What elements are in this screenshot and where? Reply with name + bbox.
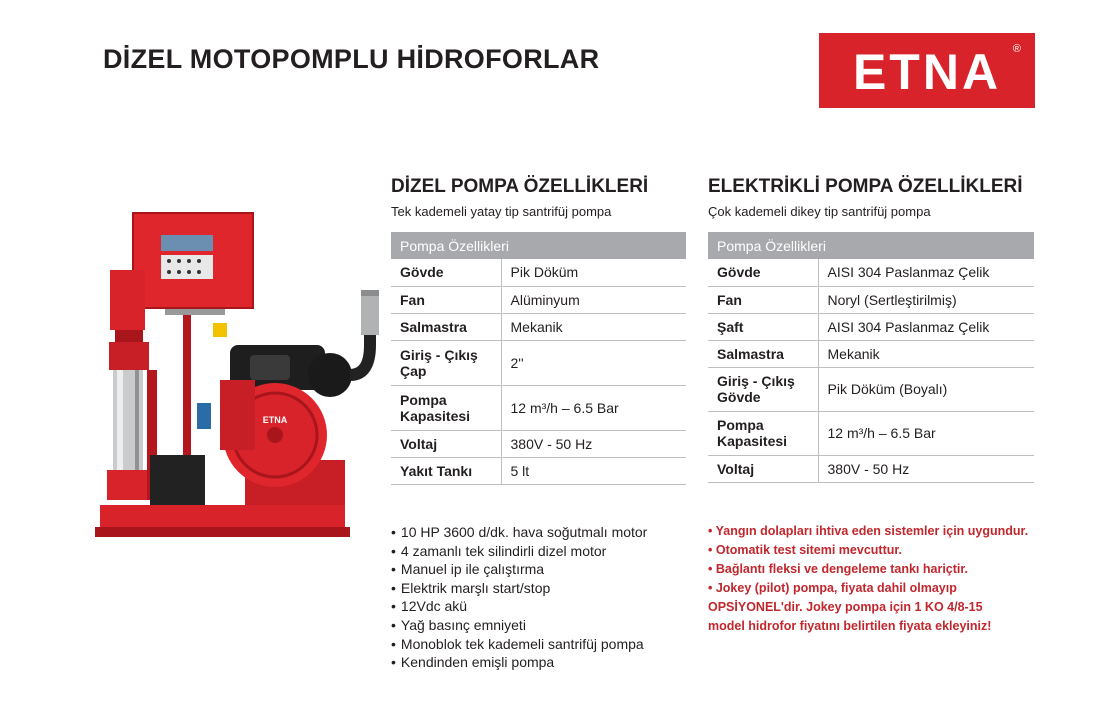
note-line: OPSİYONEL'dir. Jokey pompa için 1 KO 4/8-15 <box>708 600 983 614</box>
note-line: • Yangın dolapları ihtiva eden sistemler için uygundur. <box>708 524 1029 538</box>
list-item: • 10 HP 3600 d/dk. hava soğutmalı motor <box>391 523 647 542</box>
electric-heading: ELEKTRİKLİ POMPA ÖZELLİKLERİ <box>708 176 1023 197</box>
brand-logo <box>819 33 1035 108</box>
spec-key: Voltaj <box>391 430 501 457</box>
spec-value: AISI 304 Paslanmaz Çelik <box>818 259 1034 286</box>
spec-value: Alüminyum <box>501 286 686 313</box>
spec-value: 2'' <box>501 340 686 385</box>
diesel-spec-table <box>391 232 686 485</box>
spec-value: Pik Döküm <box>501 259 686 286</box>
electric-notes <box>708 522 1053 636</box>
spec-value: 12 m³/h – 6.5 Bar <box>818 411 1034 455</box>
spec-value: Mekanik <box>501 313 686 340</box>
spec-value: Mekanik <box>818 340 1034 367</box>
engine-badge: ETNA <box>262 415 288 425</box>
table-header: Pompa Özellikleri <box>708 232 1034 259</box>
spec-key: Salmastra <box>391 313 501 340</box>
list-item: • Monoblok tek kademeli santrifüj pompa <box>391 635 647 654</box>
note-line: • Bağlantı fleksi ve dengeleme tankı hariçtir. <box>708 562 969 576</box>
table-row <box>391 259 686 286</box>
page-title: DİZEL MOTOPOMPLU HİDROFORLAR <box>103 44 600 74</box>
spec-key: Gövde <box>708 259 818 286</box>
diesel-subtitle: Tek kademeli yatay tip santrifüj pompa <box>391 204 612 219</box>
brand-logo-text: ETNA <box>852 44 1002 100</box>
spec-key: Giriş - Çıkış Çap <box>391 340 501 385</box>
table-row <box>391 313 686 340</box>
electric-subtitle: Çok kademeli dikey tip santrifüj pompa <box>708 204 931 219</box>
electric-pump-section <box>708 176 1034 483</box>
spec-key: Yakıt Tankı <box>391 457 501 484</box>
spec-key: Voltaj <box>708 455 818 482</box>
list-item: • 4 zamanlı tek silindirli dizel motor <box>391 542 647 561</box>
table-row <box>708 367 1034 411</box>
battery <box>150 455 205 505</box>
diesel-engine <box>220 290 379 487</box>
spec-key: Fan <box>708 286 818 313</box>
spec-value: Noryl (Sertleştirilmiş) <box>818 286 1034 313</box>
table-row <box>708 411 1034 455</box>
table-row <box>391 385 686 430</box>
spec-value: 12 m³/h – 6.5 Bar <box>501 385 686 430</box>
list-item: • Yağ basınç emniyeti <box>391 616 647 635</box>
table-row <box>708 286 1034 313</box>
spec-key: Salmastra <box>708 340 818 367</box>
spec-value: AISI 304 Paslanmaz Çelik <box>818 313 1034 340</box>
table-header: Pompa Özellikleri <box>391 232 686 259</box>
diesel-pump-section <box>391 176 686 485</box>
table-row <box>391 457 686 484</box>
list-item: • 12Vdc akü <box>391 597 647 616</box>
note-line: • Otomatik test sitemi mevcuttur. <box>708 543 903 557</box>
diesel-feature-list <box>391 523 647 672</box>
table-row <box>708 259 1034 286</box>
spec-key: Gövde <box>391 259 501 286</box>
table-row <box>391 430 686 457</box>
spec-value: 380V - 50 Hz <box>818 455 1034 482</box>
spec-key: Pompa Kapasitesi <box>708 411 818 455</box>
spec-value: Pik Döküm (Boyalı) <box>818 367 1034 411</box>
table-row <box>391 286 686 313</box>
table-row <box>708 313 1034 340</box>
spec-key: Şaft <box>708 313 818 340</box>
list-item: • Kendinden emişli pompa <box>391 653 647 672</box>
table-row <box>391 340 686 385</box>
registered-mark: ® <box>1012 43 1021 55</box>
note-line: model hidrofor fiyatını belirtilen fiyata ekleyiniz! <box>708 619 992 633</box>
note-line: • Jokey (pilot) pompa, fiyata dahil olmayıp <box>708 581 957 595</box>
spec-key: Pompa Kapasitesi <box>391 385 501 430</box>
spec-key: Giriş - Çıkış Gövde <box>708 367 818 411</box>
spec-value: 380V - 50 Hz <box>501 430 686 457</box>
list-item: • Elektrik marşlı start/stop <box>391 579 647 598</box>
electric-spec-table <box>708 232 1034 483</box>
table-row <box>708 340 1034 367</box>
diesel-heading: DİZEL POMPA ÖZELLİKLERİ <box>391 176 649 197</box>
product-image <box>95 205 385 550</box>
spec-key: Fan <box>391 286 501 313</box>
table-row <box>708 455 1034 482</box>
spec-value: 5 lt <box>501 457 686 484</box>
list-item: • Manuel ip ile çalıştırma <box>391 560 647 579</box>
